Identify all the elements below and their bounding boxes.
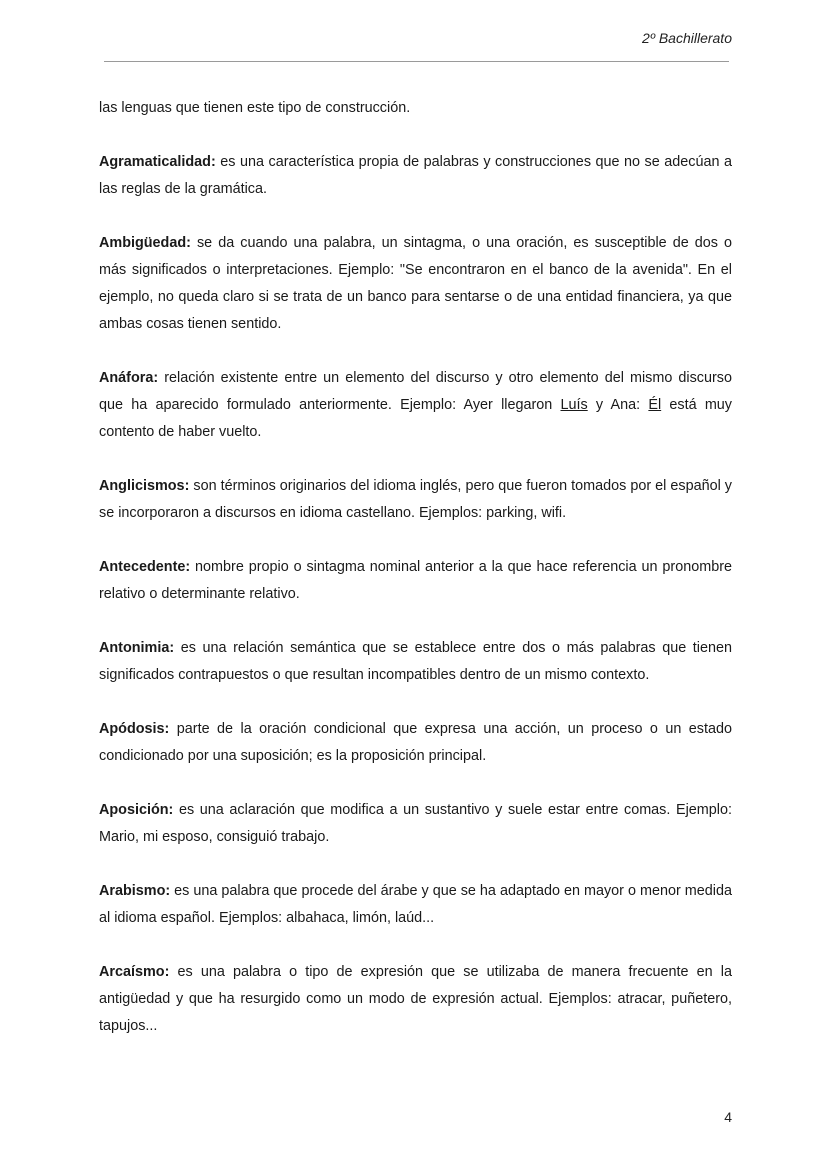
intro-paragraph: las lenguas que tienen este tipo de construcción.	[99, 100, 411, 116]
entry-definition: es una característica propia de palabras y construcciones que no se adecúan a las reglas de la gramática.	[99, 154, 732, 197]
entry-arcaismo	[99, 959, 732, 1040]
document-body	[99, 95, 732, 1040]
underlined-word: Él	[648, 397, 662, 413]
entry-term: Agramaticalidad:	[99, 154, 216, 170]
entry-definition: nombre propio o sintagma nominal anterior a la que hace referencia un pronombre relativo o determinante relativo.	[99, 559, 732, 602]
entry-term: Aposición:	[99, 802, 174, 818]
page-number: 4	[724, 1109, 732, 1125]
entry-agramaticalidad	[99, 149, 732, 203]
entry-definition: es una palabra que procede del árabe y que se ha adaptado en mayor o menor medida al idioma español. Ejemplos: albahaca, limón, laúd...	[99, 883, 732, 926]
entry-definition: es una aclaración que modifica a un sustantivo y suele estar entre comas. Ejemplo: Mario, mi esposo, consiguió trabajo.	[99, 802, 732, 845]
entry-term: Anglicismos:	[99, 478, 190, 494]
entry-definition: es una relación semántica que se establece entre dos o más palabras que tienen significados contrapuestos o que resultan incompatibles dentro de un mismo contexto.	[99, 640, 732, 683]
header-course: 2º Bachillerato	[642, 30, 732, 46]
underlined-word: Luís	[560, 397, 588, 413]
entry-antonimia	[99, 635, 732, 689]
entry-term: Arcaísmo:	[99, 964, 170, 980]
entry-definition: parte de la oración condicional que expresa una acción, un proceso o un estado condicionado por una suposición; es la proposición principal.	[99, 721, 732, 764]
entry-arabismo	[99, 878, 732, 932]
entry-definition: son términos originarios del idioma inglés, pero que fueron tomados por el español y se incorporaron a discursos en idioma castellano. Ejemplos: parking, wifi.	[99, 478, 732, 521]
entry-definition-end: está muy contento de haber vuelto.	[99, 397, 732, 440]
entry-definition-middle: y Ana:	[587, 397, 649, 413]
entry-term: Antonimia:	[99, 640, 175, 656]
entry-anafora	[99, 365, 732, 446]
header-divider	[104, 61, 729, 62]
entry-apodosis	[99, 716, 732, 770]
entry-term: Anáfora:	[99, 370, 159, 386]
entry-aposicion	[99, 797, 732, 851]
entry-definition: es una palabra o tipo de expresión que se utilizaba de manera frecuente en la antigüedad y que ha resurgido como un modo de expresión actual. Ejemplos: atracar, puñetero, tapujos...	[99, 964, 732, 1034]
entry-term: Arabismo:	[99, 883, 171, 899]
entry-anglicismos	[99, 473, 732, 527]
entry-term: Ambigüedad:	[99, 235, 191, 251]
entry-ambiguedad	[99, 230, 732, 338]
entry-definition: se da cuando una palabra, un sintagma, o una oración, es susceptible de dos o más significados o interpretaciones. Ejemplo: "Se encontraron en el banco de la avenida". En el ejemplo, no queda claro si se trata de un banco para sentarse o de una entidad financiera, ya que ambas cosas tienen sentido.	[99, 235, 732, 332]
entry-definition: relación existente entre un elemento del discurso y otro elemento del mismo discurso que ha aparecido formulado anteriormente. Ejemplo: Ayer llegaron	[99, 370, 732, 413]
entry-antecedente	[99, 554, 732, 608]
entry-term: Antecedente:	[99, 559, 191, 575]
entry-term: Apódosis:	[99, 721, 170, 737]
